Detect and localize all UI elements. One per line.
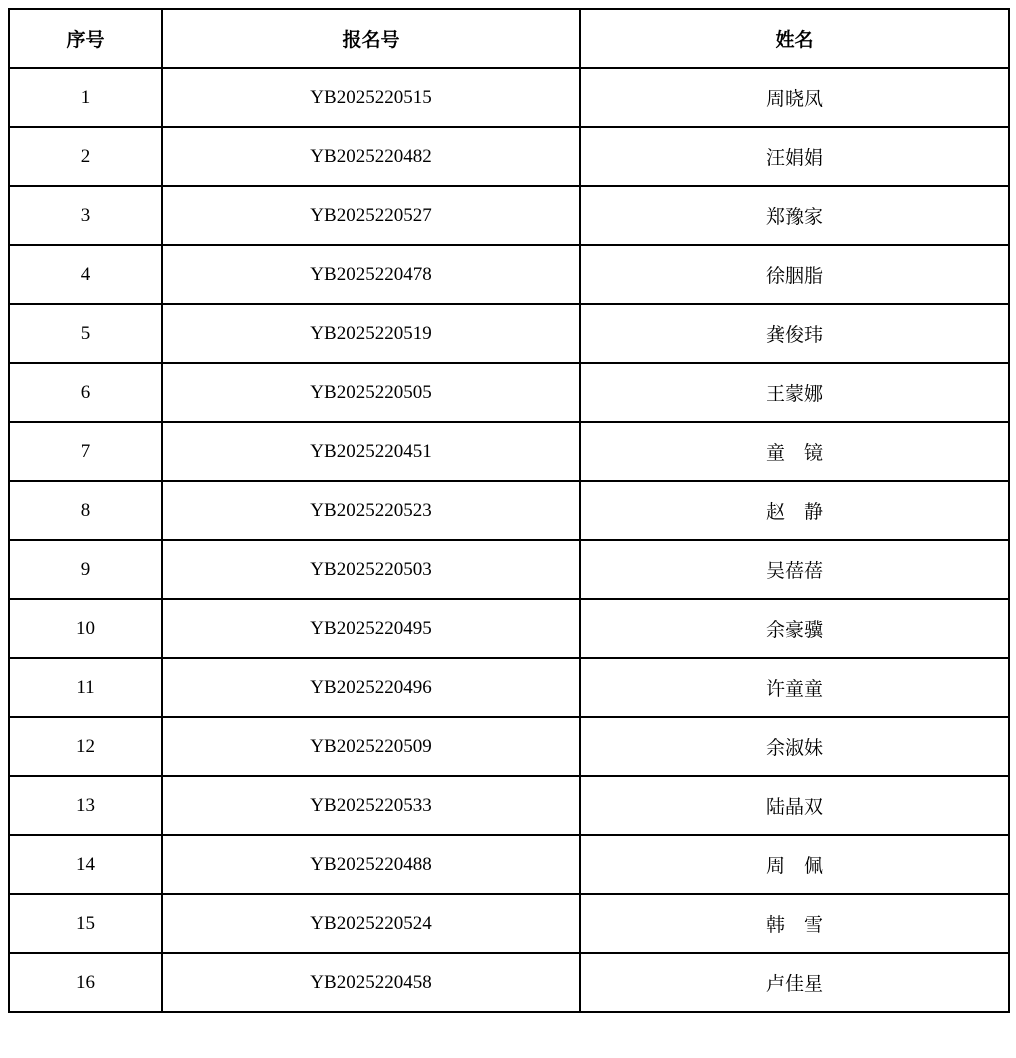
cell-index: 16: [9, 953, 162, 1012]
cell-registration-no: YB2025220524: [162, 894, 580, 953]
table-row: [9, 776, 1009, 835]
cell-registration-no: YB2025220515: [162, 68, 580, 127]
cell-name: 徐胭脂: [580, 245, 1009, 304]
cell-registration-no: YB2025220495: [162, 599, 580, 658]
cell-registration-no: YB2025220496: [162, 658, 580, 717]
cell-index: 10: [9, 599, 162, 658]
cell-registration-no: YB2025220527: [162, 186, 580, 245]
cell-index: 7: [9, 422, 162, 481]
cell-index: 8: [9, 481, 162, 540]
roster-table: [8, 8, 1010, 1013]
cell-index: 4: [9, 245, 162, 304]
cell-registration-no: YB2025220458: [162, 953, 580, 1012]
table-row: [9, 363, 1009, 422]
cell-registration-no: YB2025220503: [162, 540, 580, 599]
cell-registration-no: YB2025220523: [162, 481, 580, 540]
cell-index: 6: [9, 363, 162, 422]
cell-name: 余淑妹: [580, 717, 1009, 776]
table-row: [9, 717, 1009, 776]
cell-registration-no: YB2025220533: [162, 776, 580, 835]
table-row: [9, 540, 1009, 599]
table-row: [9, 599, 1009, 658]
table-row: [9, 835, 1009, 894]
table-row: [9, 658, 1009, 717]
cell-name: 汪娟娟: [580, 127, 1009, 186]
header-index: 序号: [9, 9, 162, 68]
cell-name: 许童童: [580, 658, 1009, 717]
cell-index: 12: [9, 717, 162, 776]
cell-name: 郑豫家: [580, 186, 1009, 245]
cell-name: 吴蓓蓓: [580, 540, 1009, 599]
cell-index: 13: [9, 776, 162, 835]
cell-name: 陆晶双: [580, 776, 1009, 835]
roster-sheet: [8, 8, 1010, 1013]
cell-registration-no: YB2025220505: [162, 363, 580, 422]
table-row: [9, 422, 1009, 481]
cell-index: 11: [9, 658, 162, 717]
cell-registration-no: YB2025220488: [162, 835, 580, 894]
table-row: [9, 481, 1009, 540]
cell-name: 龚俊玮: [580, 304, 1009, 363]
cell-name: 余豪骥: [580, 599, 1009, 658]
table-row: [9, 304, 1009, 363]
cell-index: 1: [9, 68, 162, 127]
cell-registration-no: YB2025220519: [162, 304, 580, 363]
cell-registration-no: YB2025220451: [162, 422, 580, 481]
cell-index: 5: [9, 304, 162, 363]
table-row: [9, 68, 1009, 127]
header-name: 姓名: [580, 9, 1009, 68]
table-header-row: [9, 9, 1009, 68]
cell-index: 2: [9, 127, 162, 186]
table-row: [9, 245, 1009, 304]
cell-registration-no: YB2025220509: [162, 717, 580, 776]
cell-registration-no: YB2025220482: [162, 127, 580, 186]
cell-name: 卢佳星: [580, 953, 1009, 1012]
cell-index: 3: [9, 186, 162, 245]
cell-index: 9: [9, 540, 162, 599]
cell-index: 14: [9, 835, 162, 894]
table-row: [9, 127, 1009, 186]
cell-name: 童 镜: [580, 422, 1009, 481]
cell-name: 周 佩: [580, 835, 1009, 894]
table-row: [9, 953, 1009, 1012]
table-row: [9, 186, 1009, 245]
cell-name: 赵 静: [580, 481, 1009, 540]
header-registration-no: 报名号: [162, 9, 580, 68]
cell-name: 周晓凤: [580, 68, 1009, 127]
cell-index: 15: [9, 894, 162, 953]
cell-registration-no: YB2025220478: [162, 245, 580, 304]
cell-name: 韩 雪: [580, 894, 1009, 953]
cell-name: 王蒙娜: [580, 363, 1009, 422]
table-row: [9, 894, 1009, 953]
